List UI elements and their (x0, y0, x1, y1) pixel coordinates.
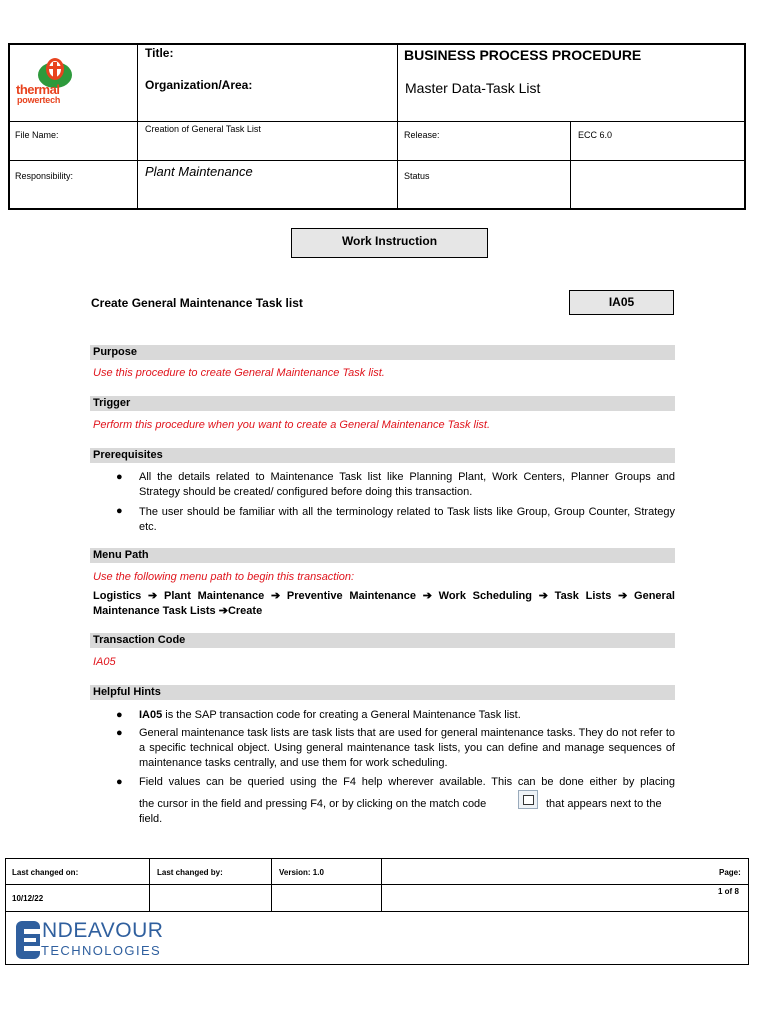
divider (149, 858, 150, 911)
menu-path-heading: Menu Path (90, 548, 675, 563)
endeavour-word: NDEAVOUR (42, 919, 164, 942)
version-label: Version: 1.0 (279, 868, 324, 877)
hint-item-2: General maintenance task lists are task lists that are used for general maintenance tasks. They do not refer to a specific technical object. Using general maintenance task lists, you can define and manage sequences of maintenance tasks centrally, and use them for work scheduling. (139, 727, 675, 769)
logo-t-cross-shape (49, 66, 61, 69)
transaction-code-heading: Transaction Code (90, 633, 675, 648)
prerequisite-item: The user should be familiar with all the terminology related to Task lists like Group, Group Counter, Strategy etc. (139, 506, 675, 533)
endeavour-logo-stroke (24, 946, 40, 951)
technologies-word: TECHNOLOGIES (41, 943, 162, 958)
last-changed-on-label: Last changed on: (12, 868, 79, 877)
match-code-glyph (523, 795, 534, 805)
release-label: Release: (404, 130, 440, 140)
hint-item-3-line3: field. (139, 813, 163, 825)
release-value: ECC 6.0 (578, 130, 613, 140)
logo-t-shape (53, 62, 57, 78)
hint-item-1 (139, 708, 675, 723)
last-changed-by-label: Last changed by: (157, 868, 223, 877)
org-label: Organization/Area: (145, 78, 253, 92)
trigger-text: Perform this procedure when you want to create a General Maintenance Task list. (93, 419, 491, 431)
title-label: Title: (145, 46, 174, 60)
bullet-icon: ● (116, 505, 123, 517)
divider (381, 858, 382, 911)
hint-item-3-line2: the cursor in the field and pressing F4, or by clicking on the match code (139, 798, 487, 810)
helpful-hints-heading: Helpful Hints (90, 685, 675, 700)
transaction-code-value: IA05 (93, 656, 116, 668)
divider (271, 858, 272, 911)
responsibility-label: Responsibility: (15, 171, 74, 181)
file-name-label: File Name: (15, 130, 59, 140)
match-code-icon (518, 790, 538, 809)
page-label: Page: (719, 868, 741, 877)
divider (5, 911, 749, 912)
bullet-icon: ● (116, 727, 123, 739)
endeavour-logo-stroke (24, 938, 36, 942)
divider (8, 160, 746, 161)
divider (570, 121, 571, 210)
hint-text: is the SAP transaction code for creating a General Maintenance Task list. (162, 709, 521, 721)
divider (137, 43, 138, 210)
file-name-value: Creation of General Task List (145, 124, 261, 134)
logo-word-thermal: thermal (16, 82, 60, 97)
responsibility-value: Plant Maintenance (145, 164, 253, 179)
status-label: Status (404, 171, 430, 181)
page-value: 1 of 8 (718, 887, 739, 896)
menu-path-line2: Maintenance Task Lists ➔Create (93, 605, 263, 617)
endeavour-logo-stroke (24, 929, 40, 934)
divider (5, 884, 749, 885)
doc-type: BUSINESS PROCESS PROCEDURE (404, 47, 642, 63)
divider (8, 121, 746, 122)
trigger-heading: Trigger (90, 396, 675, 411)
prerequisite-item: All the details related to Maintenance Task list like Planning Plant, Work Centers, Planner Groups and Strategy should be created/ configured before doing this transaction. (139, 471, 675, 498)
purpose-heading: Purpose (90, 345, 675, 360)
hint-item-3-line2-end: that appears next to the (546, 798, 662, 810)
logo-word-powertech: powertech (17, 95, 61, 105)
bullet-icon: ● (116, 776, 123, 788)
header-table (8, 43, 746, 210)
hint-code: IA05 (139, 709, 163, 721)
hint-item-3-line1: Field values can be queried using the F4 help wherever available. This can be done either by placing (139, 776, 675, 788)
work-instruction-box: Work Instruction (291, 228, 488, 258)
doc-subject: Master Data-Task List (405, 80, 541, 96)
procedure-title: Create General Maintenance Task list (91, 296, 303, 310)
bullet-icon: ● (116, 471, 123, 483)
prerequisites-heading: Prerequisites (90, 448, 675, 463)
purpose-text: Use this procedure to create General Maintenance Task list. (93, 367, 385, 379)
last-changed-on-value: 10/12/22 (12, 894, 44, 903)
divider (397, 43, 398, 210)
menu-path-intro: Use the following menu path to begin this transaction: (93, 571, 355, 583)
procedure-code-box: IA05 (569, 290, 674, 315)
menu-path-line1: Logistics ➔ Plant Maintenance ➔ Preventive Maintenance ➔ Work Scheduling ➔ Task Lists ➔ General (93, 590, 675, 602)
bullet-icon: ● (116, 709, 123, 721)
